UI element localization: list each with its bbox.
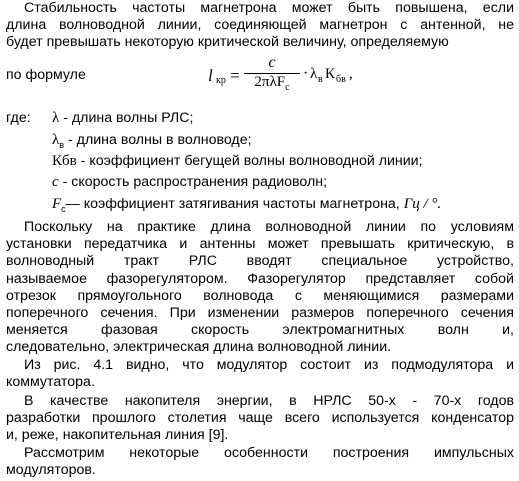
formula-denominator: 2πλF$_c$ [254,74,290,93]
para1-line-1: Стабильность частоты магнетрона может быть повышена, если [24,0,514,16]
para3-line-2: коммутатора. [6,374,95,390]
formula-fraction [244,54,300,93]
definition-fc: $F_c—$ коэффициент затягивания частоты магнетрона, Гц / °. [52,196,442,214]
formula-dot: · [303,65,309,82]
formula-lambda: λ [310,66,318,82]
para2-line-2: установки передатчика и антенны может превышать критическую, в [6,236,514,252]
formula-lhs-sub: кр [216,75,226,86]
para5-line-1: Рассмотрим некоторые особенности построения импульсных [24,445,514,461]
para5-line-2: модуляторов. [6,462,96,478]
definition-c: с - скорость распространения радиоволн; [52,174,328,190]
para2-line-4: называемое фазорегулятором. Фазорегулятор представляет собой [6,271,514,287]
formula-intro: по формуле [6,67,86,83]
definition-lambda: λ - длина волны РЛС; [52,110,194,126]
para3-line-1: Из рис. 4.1 видно, что модулятор состоит из подмодулятора и [24,357,514,373]
formula-numerator: c [268,54,276,71]
para1-line-2: длина волноводной линии, соединяющей магнетрон с антенной, не [6,17,514,33]
para2-line-8: следовательно, электрическая длина волноводной линии. [6,339,392,355]
formula-k: К [325,66,336,82]
definition-lambda-v: $\lambda_в$ - длина волны в волноводе; [52,132,252,150]
para2-line-3: волноводный тракт РЛС вводят специальное устройство, [6,253,514,269]
para2-line-6: поперечного сечения. При изменении размеров поперечного сечения [6,305,514,321]
para2-line-7: меняется фазовая скорость электромагнитных волн и, [6,322,514,338]
para4-line-2: разработки прошлого столетия чаще всего используется конденсатор [6,410,514,426]
formula-k-sub: бв [336,74,346,85]
para4-line-3: и, реже, накопительная линия [9]. [6,427,229,443]
para1-line-3: будет превышать некоторую критической величину, определяемую [6,34,449,50]
para2-line-5: отрезок прямоугольного волновода с меняющимися размерами [6,288,514,304]
para2-line-1: Поскольку на практике длина волноводной линии по условиям [24,219,514,235]
formula-lhs: l [208,66,213,85]
formula-equals: = [230,66,240,85]
formula-comma: , [349,66,353,82]
formula-lambda-sub: в [318,74,323,85]
where-label: где: [6,110,31,126]
definition-kbv: Кбв - коэффициент бегущей волны волноводной линии; [52,153,423,169]
para4-line-1: В качестве накопителя энергии, в НРЛС 50-х - 70-х годов [24,393,514,409]
